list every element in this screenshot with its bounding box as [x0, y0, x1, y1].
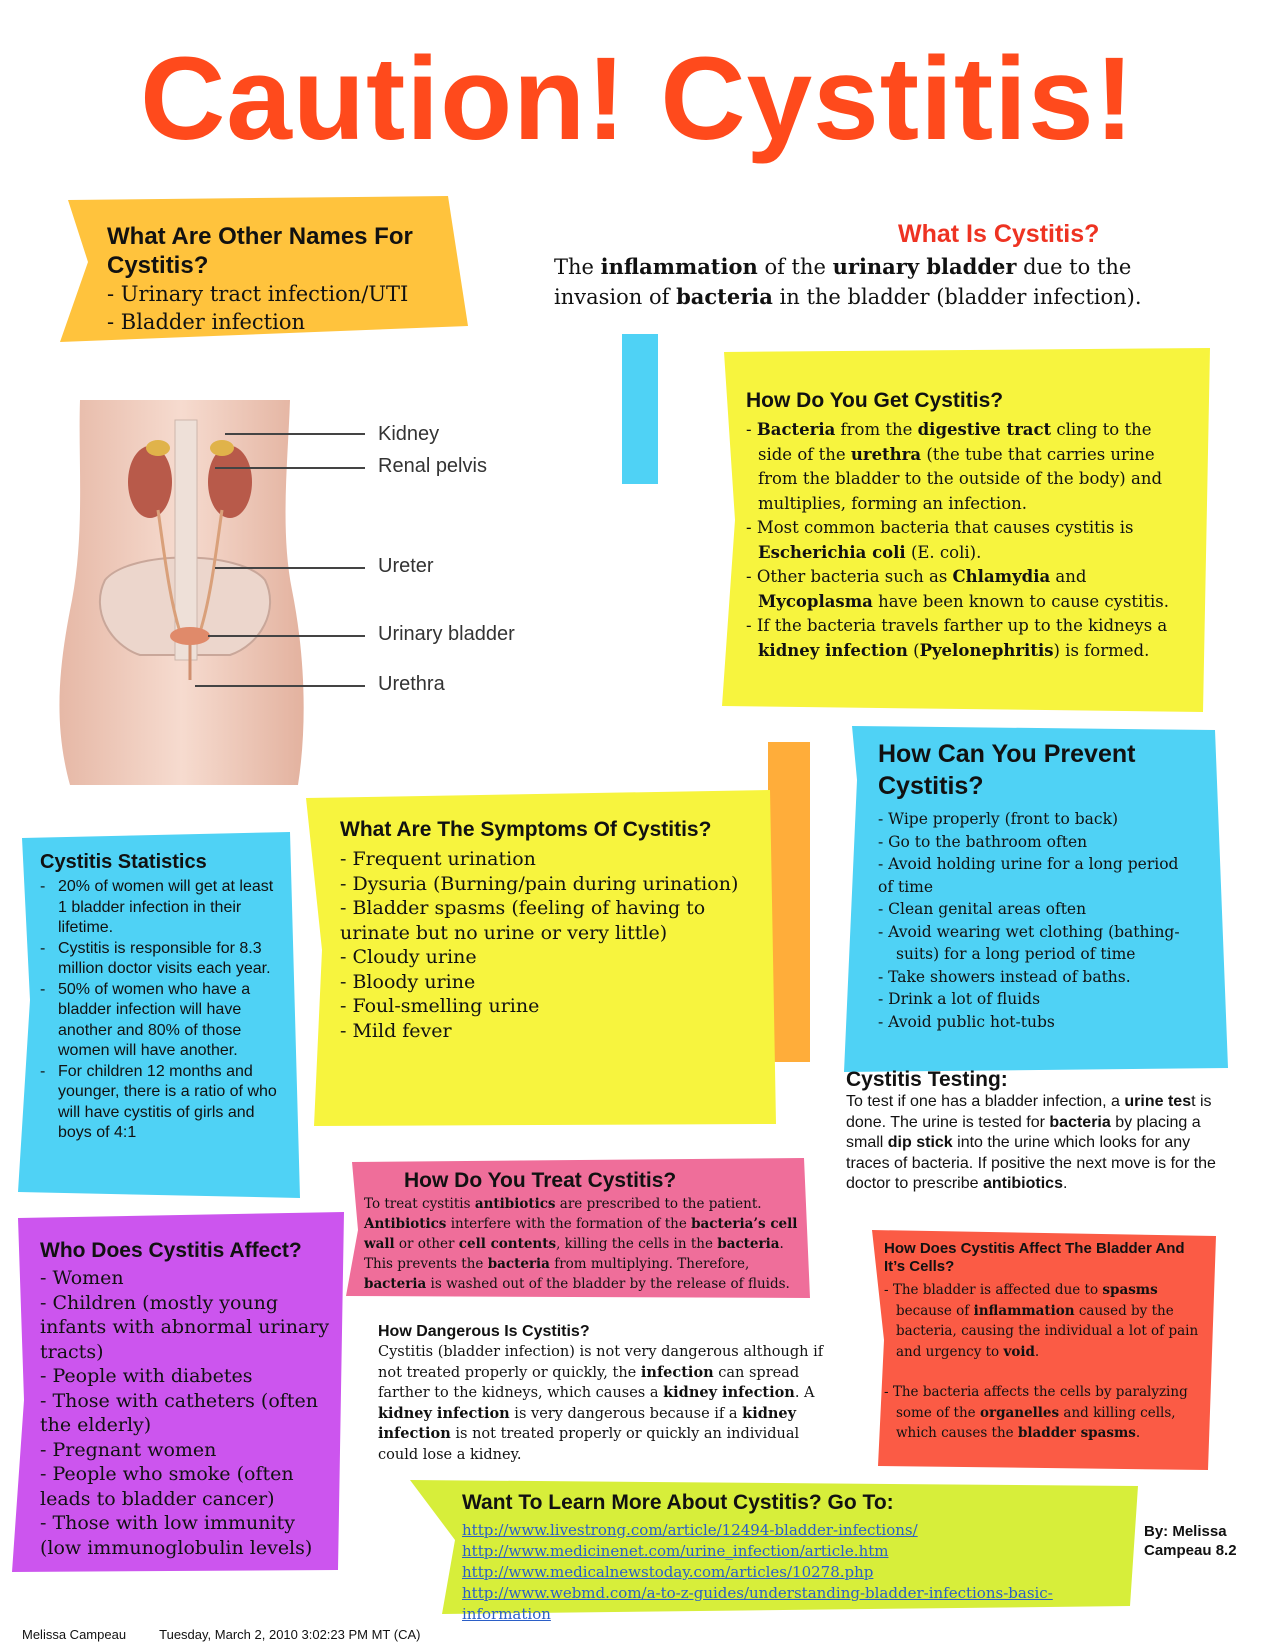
prevent-item: - Take showers instead of baths. — [878, 967, 1131, 986]
treat-text: To treat cystitis antibiotics are prescribed to the patient. Antibiotics interfere with the formation of the bacteria’s cell wall or other cell contents, killing the cells in the bacteria. This prevents the bacteria from multiplying. Therefore, bacteria is washed out of the bladder by the release of fluids. — [364, 1196, 798, 1292]
other-names-heading: What Are Other Names For Cystitis? — [107, 223, 413, 279]
who-affect-item: - People who smoke (often leads to bladder cancer) — [40, 1463, 294, 1510]
how-get-point: - Most common bacteria that causes cystitis is Escherichia coli (E. coli). — [746, 518, 1134, 562]
label-urinary-bladder: Urinary bladder — [378, 623, 515, 645]
testing-heading: Cystitis Testing: — [846, 1068, 1008, 1091]
symptom-item: - Mild fever — [340, 1019, 452, 1042]
learn-more-link[interactable]: http://www.medicalnewstoday.com/articles/10278.php — [462, 1563, 874, 1581]
who-affect-item: - People with diabetes — [40, 1365, 253, 1387]
who-affect-box — [40, 1238, 340, 1560]
dangerous-text: Cystitis (bladder infection) is not very dangerous although if not treated properly or quickly, the infection can spread farther to the kidneys, which causes a kidney infection. A kidney infection is very dangerous because if a kidney infection is not treated properly or quickly an individual could lose a kidney. — [378, 1344, 824, 1463]
how-get-point: - Other bacteria such as Chlamydia and Mycoplasma have been known to cause cystitis. — [746, 567, 1169, 611]
prevent-box — [878, 738, 1198, 1033]
leader-line — [208, 635, 365, 637]
affect-cells-point: - The bacteria affects the cells by paralyzing some of the organelles and killing cells, which causes the bladder spasms. — [884, 1384, 1188, 1441]
how-get-heading: How Do You Get Cystitis? — [746, 389, 1004, 412]
orange-bar-right — [768, 742, 810, 1062]
who-affect-item: - Those with catheters (often the elderly) — [40, 1389, 318, 1436]
who-affect-item: - Pregnant women — [40, 1438, 217, 1461]
prevent-item: - Clean genital areas often — [878, 900, 1087, 918]
statistics-box — [40, 850, 285, 1144]
blue-bar-left — [622, 334, 658, 484]
leader-line — [225, 433, 365, 435]
affect-cells-point: - The bladder is affected due to spasms because of inflammation caused by the bacteria, causing the individual a lot of pain and urgency to void. — [884, 1282, 1199, 1360]
other-name-item: - Bladder infection — [107, 310, 305, 334]
prevent-item: - Go to the bathroom often — [878, 832, 1088, 851]
leader-line — [215, 467, 365, 469]
prevent-item: - Drink a lot of fluids — [878, 990, 1041, 1008]
affect-cells-box — [884, 1240, 1202, 1444]
statistic-item: - 50% of women who have a bladder infection will have another and 80% of those women will have another. — [40, 980, 251, 1059]
label-kidney: Kidney — [378, 423, 440, 445]
anatomy-illustration — [30, 400, 590, 785]
url-list — [462, 1520, 1132, 1625]
symptoms-box — [340, 816, 760, 1043]
prevent-item: - Avoid public hot-tubs — [878, 1012, 1055, 1031]
footer — [22, 1624, 420, 1643]
learn-more-link[interactable]: http://www.livestrong.com/article/12494-bladder-infections/ — [462, 1521, 918, 1539]
statistic-item: - For children 12 months and younger, there is a ratio of who will have cystitis of girls and boys of 4:1 — [40, 1062, 277, 1141]
symptom-item: - Foul-smelling urine — [340, 995, 540, 1017]
symptom-item: - Frequent urination — [340, 848, 536, 870]
prevent-item: - Wipe properly (front to back) — [878, 810, 1119, 828]
who-affect-item: - Those with low immunity (low immunoglobulin levels) — [40, 1512, 313, 1559]
prevent-heading: How Can You Prevent Cystitis? — [878, 740, 1136, 800]
byline: By: Melissa Campeau 8.2 — [1144, 1523, 1237, 1559]
label-renal-pelvis: Renal pelvis — [378, 455, 487, 477]
dangerous-box — [378, 1322, 828, 1465]
learn-more-link[interactable]: http://www.medicinenet.com/urine_infection/article.htm — [462, 1542, 889, 1560]
symptom-item: - Bloody urine — [340, 970, 476, 993]
who-affect-item: - Women — [40, 1267, 124, 1289]
learn-more-link[interactable]: http://www.webmd.com/a-to-z-guides/understanding-bladder-infections-basic-information — [462, 1584, 1053, 1623]
prevent-item: - Avoid holding urine for a long period of time — [878, 855, 1179, 896]
symptom-item: - Bladder spasms (feeling of having to urinate but no urine or very little) — [340, 897, 706, 944]
who-affect-heading: Who Does Cystitis Affect? — [40, 1239, 302, 1262]
testing-box — [846, 1068, 1231, 1195]
statistics-heading: Cystitis Statistics — [40, 851, 207, 873]
other-name-item: - Urinary tract infection/UTI — [107, 282, 409, 306]
prevent-item: - Avoid wearing wet clothing (bathing-suits) for a long period of time — [878, 922, 1180, 963]
footer-timestamp: Tuesday, March 2, 2010 3:02:23 PM MT (CA) — [159, 1627, 421, 1642]
label-ureter: Ureter — [378, 555, 434, 577]
how-get-box — [746, 388, 1186, 663]
learn-more-box — [462, 1490, 1132, 1625]
leader-line — [195, 685, 365, 687]
how-get-point: - If the bacteria travels farther up to the kidneys a kidney infection (Pyelonephritis) is formed. — [746, 616, 1168, 660]
label-urethra: Urethra — [378, 673, 445, 695]
leader-line — [215, 567, 365, 569]
affect-cells-heading: How Does Cystitis Affect The Bladder And It’s Cells? — [884, 1240, 1185, 1275]
treat-heading: How Do You Treat Cystitis? — [404, 1169, 677, 1192]
who-affect-item: - Children (mostly young infants with abnormal urinary tracts) — [40, 1291, 330, 1363]
what-is-heading: What Is Cystitis? — [898, 220, 1100, 248]
symptom-item: - Cloudy urine — [340, 946, 477, 968]
statistic-item: - 20% of women will get at least 1 bladder infection in their lifetime. — [40, 878, 274, 936]
statistic-item: - Cystitis is responsible for 8.3 million doctor visits each year. — [40, 939, 271, 977]
footer-name: Melissa Campeau — [22, 1627, 127, 1642]
what-is-text: The inflammation of the urinary bladder due to the invasion of bacteria in the bladder (bladder infection). — [554, 254, 1142, 309]
how-get-point: - Bacteria from the digestive tract cling to the side of the urethra (the tube that carries urine from the bladder to the outside of the body) and multiplies, forming an infection. — [746, 420, 1163, 513]
page-title: Caution! Cystitis! — [140, 33, 1135, 165]
treat-box — [364, 1168, 804, 1294]
symptom-item: - Dysuria (Burning/pain during urination) — [340, 872, 739, 895]
symptoms-heading: What Are The Symptoms Of Cystitis? — [340, 818, 712, 841]
torso-drawing — [30, 400, 590, 785]
other-names-box — [107, 222, 437, 336]
dangerous-heading: How Dangerous Is Cystitis? — [378, 1323, 590, 1340]
learn-more-heading: Want To Learn More About Cystitis? Go To: — [462, 1491, 894, 1514]
testing-text: To test if one has a bladder infection, a urine test is done. The urine is tested for bacteria by placing a small dip stick into the urine which looks for any traces of bacteria. If positive the next move is for the doctor to prescribe antibiotics. — [846, 1093, 1216, 1192]
